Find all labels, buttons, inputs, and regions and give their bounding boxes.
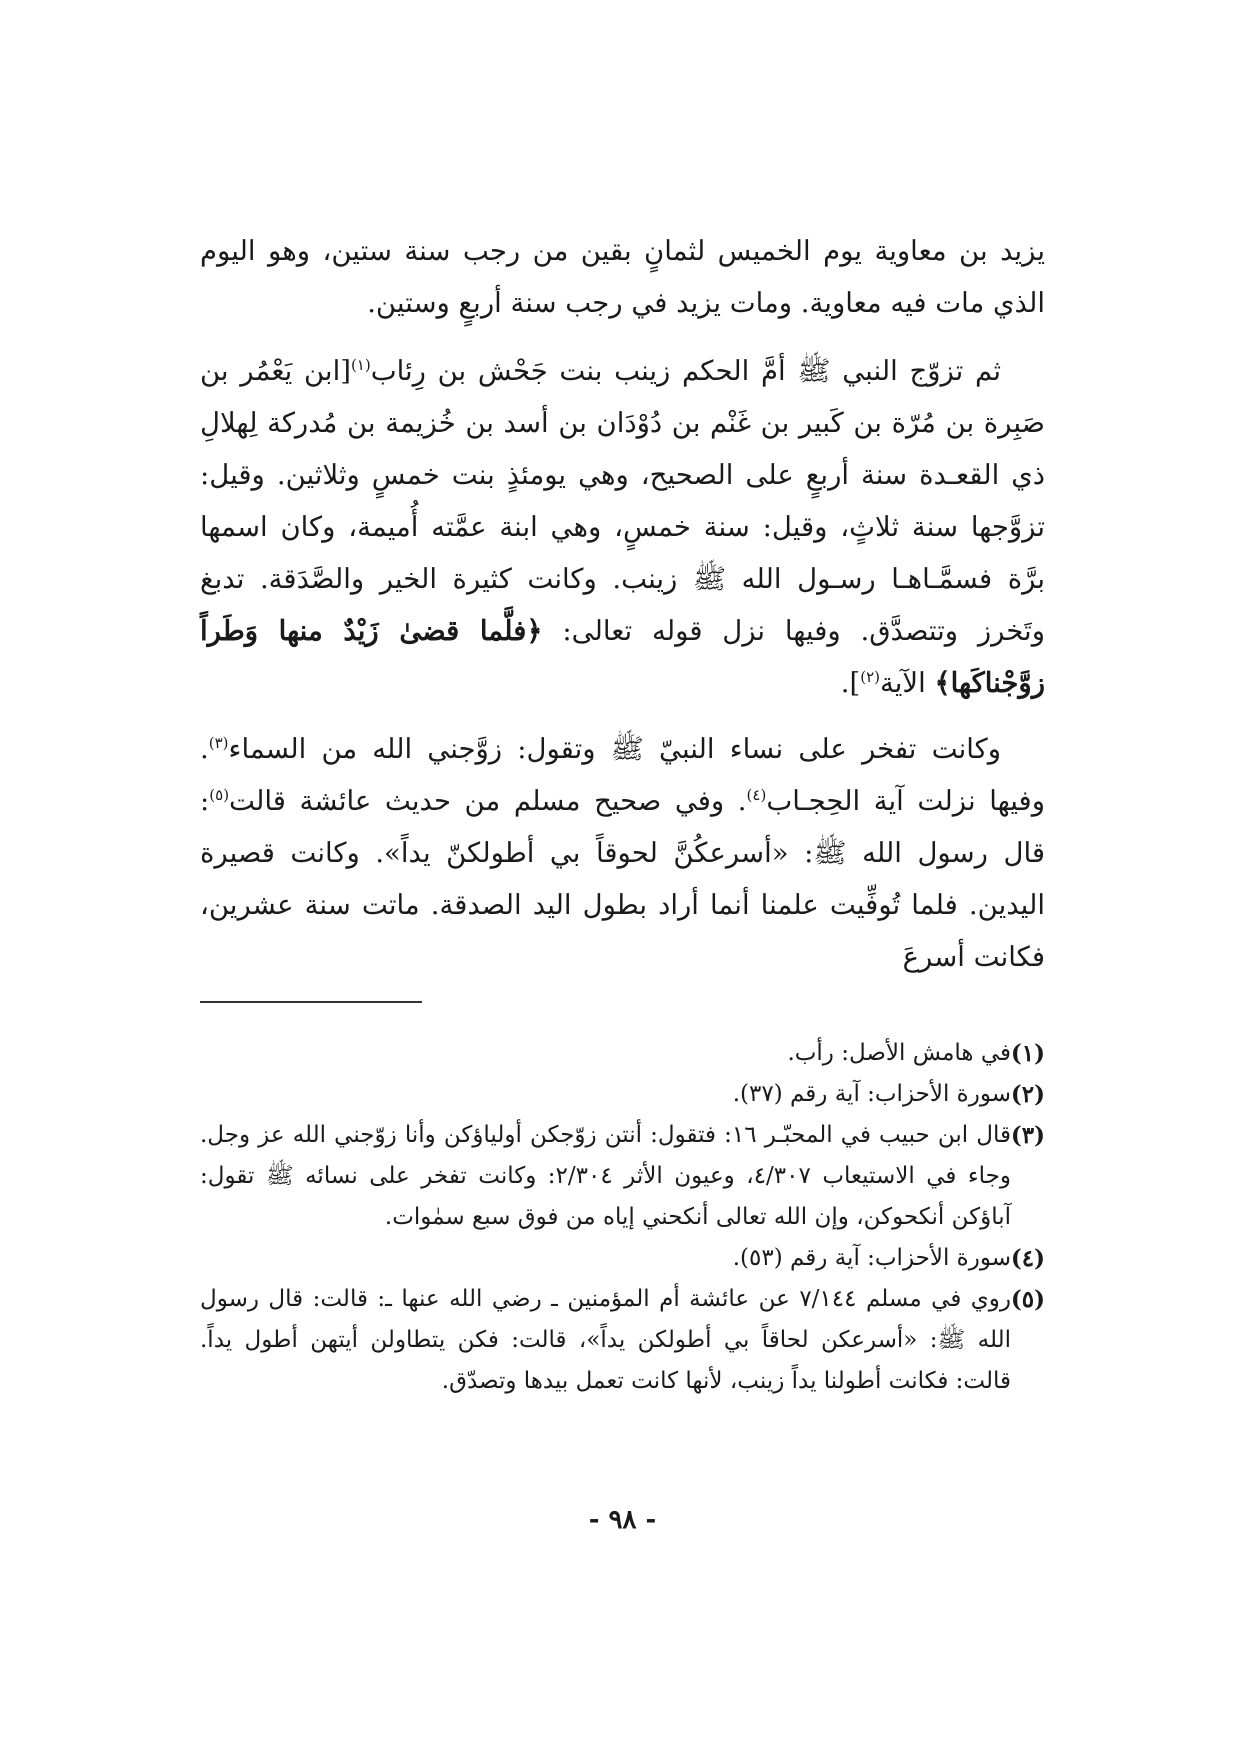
footnote-ref-2[interactable]: (٢) bbox=[860, 667, 881, 686]
paragraph-1 bbox=[200, 225, 1045, 329]
footnote-4 bbox=[200, 1238, 1045, 1279]
footnote-text: سورة الأحزاب: آية رقم (٣٧). bbox=[732, 1081, 1011, 1107]
footnote-3 bbox=[200, 1115, 1045, 1238]
paragraph-2-text-d: ]. bbox=[840, 667, 861, 699]
paragraph-3 bbox=[200, 723, 1045, 983]
footnote-number: (١) bbox=[1010, 1040, 1045, 1067]
footnote-ref-1[interactable]: (١) bbox=[350, 355, 371, 374]
paragraph-3-text-a: وكانت تفخر على نساء النبيّ ﷺ وتقول: زوَّجني الله من السماء bbox=[228, 733, 1001, 765]
footnote-divider bbox=[200, 1001, 422, 1003]
footnote-2 bbox=[200, 1074, 1045, 1115]
footnote-text: في هامش الأصل: رأب. bbox=[787, 1040, 1011, 1066]
footnote-ref-3[interactable]: (٣) bbox=[208, 733, 229, 752]
footnote-ref-4[interactable]: (٤) bbox=[746, 785, 767, 804]
footnote-number: (٢) bbox=[1010, 1081, 1045, 1108]
page-number: - ٩٨ - bbox=[588, 1505, 657, 1535]
footnote-number: (٤) bbox=[1010, 1245, 1045, 1272]
quran-verse: ﴿فلَّما قضىٰ زَيْدٌ منها وَطَراً زوَّجْناكَها﴾ bbox=[200, 615, 1045, 699]
paragraph-3-text-c: . وفي صحيح مسلم من حديث عائشة قالت bbox=[229, 785, 747, 817]
paragraph-2-text-b: [ابن يَعْمُر بن صَبِرة بن مُرّة بن كَبير بن غَنْم بن دُوْدَان بن أسد بن خُزيمة بن مُدركة لِهلالِ ذي القعـدة سنة أربعٍ على الصحيح، وهي يومئذٍ بنت خمسٍ وثلاثين. وقيل: تزوَّجها سنة ثلاثٍ، وقيل: سنة خمسٍ، وهي ابنة عمَّته أُميمة، وكان اسمها برَّة فسمَّـاهـا رسـول الله ﷺ زينب. وكانت كثيرة الخير والصَّدَقة. تدبغ وتَخرز وتتصدَّق. وفيها نزل قوله تعالى: bbox=[200, 355, 1045, 647]
footnotes bbox=[200, 1033, 1045, 1402]
footnote-5 bbox=[200, 1279, 1045, 1402]
footnote-text: سورة الأحزاب: آية رقم (٥٣). bbox=[732, 1245, 1011, 1271]
paragraph-2-text-c: الآية bbox=[880, 667, 935, 699]
paragraph-3-text-b: . وفيها نزلت آية الحِجـاب bbox=[200, 733, 1045, 817]
paragraph-2-text-a: ثم تزوّج النبي ﷺ أمَّ الحكم زينب بنت جَحْش بن رِئاب bbox=[370, 355, 1001, 387]
footnote-number: (٣) bbox=[1010, 1122, 1045, 1149]
footnote-text: قال ابن حبيب في المحبّـر ١٦: فتقول: أنتن زوّجكن أولياؤكن وأنا زوّجني الله عز وجل. وجاء في الاستيعاب ٤/٣٠٧، وعيون الأثر ٢/٣٠٤: وكانت تفخر على نسائه ﷺ تقول: آباؤكن أنكحوكن، وإن الله تعالى أنكحني إياه من فوق سبع سمٰوات. bbox=[200, 1122, 1011, 1230]
paragraph-3-text-d: : قال رسول الله ﷺ: «أسرعكُنَّ لحوقاً بي أطولكنّ يداً». وكانت قصيرة اليدين. فلما تُوفِّيت علمنا أنما أراد بطول اليد الصدقة. ماتت سنة عشرين، فكانت أسرعَ bbox=[200, 785, 1045, 973]
paragraph-2 bbox=[200, 345, 1045, 709]
footnote-1 bbox=[200, 1033, 1045, 1074]
footnote-number: (٥) bbox=[1010, 1286, 1045, 1313]
footnote-text: روي في مسلم ٧/١٤٤ عن عائشة أم المؤمنين ـ رضي الله عنها ـ: قالت: قال رسول الله ﷺ: «أسرعكن لحاقاً بي أطولكن يداً»، قالت: فكن يتطاولن أيتهن أطول يداً. قالت: فكانت أطولنا يداً زينب، لأنها كانت تعمل بيدها وتصدّق. bbox=[200, 1286, 1011, 1394]
page-body bbox=[200, 225, 1045, 1535]
footnote-ref-5[interactable]: (٥) bbox=[209, 785, 230, 804]
paragraph-1-text: يزيد بن معاوية يوم الخميس لثمانٍ بقين من رجب سنة ستين، وهو اليوم الذي مات فيه معاوية. ومات يزيد في رجب سنة أربعٍ وستين. bbox=[200, 235, 1045, 319]
